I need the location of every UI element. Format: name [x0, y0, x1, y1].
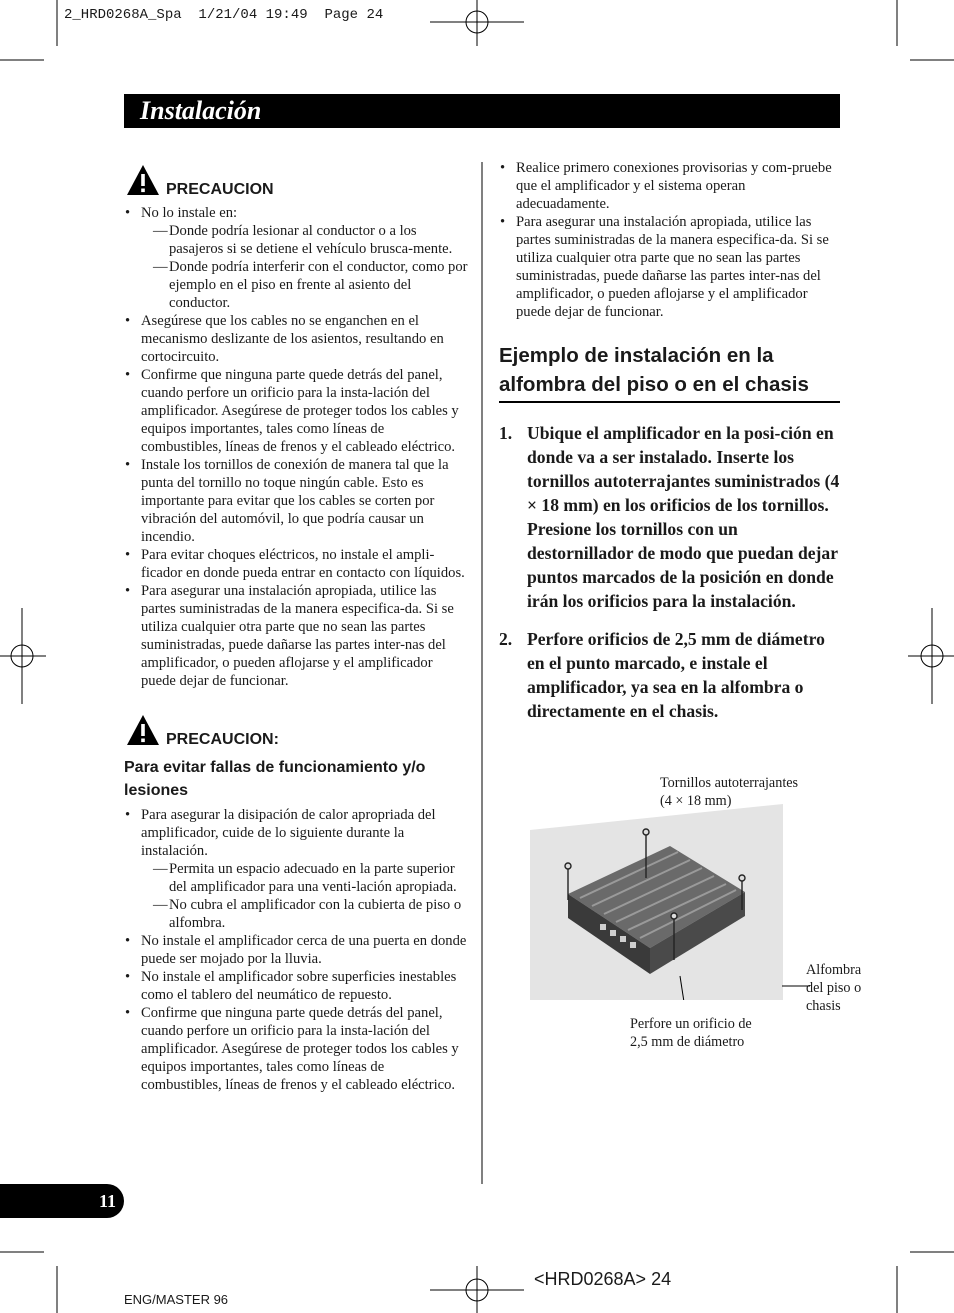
- list-item: • Instale los tornillos de conexión de manera tal que la punta del tornillo no toque ningún cable. Esto es importante para evitar que los cables se corten por vibración del automóvil, lo que podría causar un incendio.: [124, 456, 468, 546]
- caution-list-1: [124, 204, 468, 690]
- right-column: [499, 159, 840, 723]
- step-item: 2. Perfore orificios de 2,5 mm de diámetro en el punto marcado, e instale el amplificador, ya sea en la alfombra o directamente en el chasis.: [499, 629, 825, 721]
- list-item: — No cubra el amplificador con la cubierta de piso o alfombra.: [141, 896, 468, 932]
- list-item: • Confirme que ninguna parte quede detrás del panel, cuando perfore un orificio para la insta-lación del amplificador. Asegúrese de proteger todos los cables y equipos importantes, tales como líneas de combustibles, líneas de frenos y el cableado eléctrico.: [124, 1004, 468, 1094]
- installation-figure: [520, 800, 850, 1000]
- caution-label-2: PRECAUCION:: [166, 731, 279, 748]
- list-item: • Realice primero conexiones provisorias y com-pruebe que el amplificador y el sistema operan adecuadamente.: [499, 159, 840, 213]
- list-item: • No instale el amplificador sobre superficies inestables como el tablero del neumático de repuesto.: [124, 968, 468, 1004]
- left-column: [124, 164, 468, 1094]
- footer-master-code: ENG/MASTER 96: [124, 1292, 229, 1307]
- page-number-badge: [0, 1184, 124, 1218]
- caution-list-2: [124, 806, 468, 1094]
- print-header: 2_HRD0268A_Spa 1/21/04 19:49 Page 24: [64, 7, 384, 23]
- list-item: • Confirme que ninguna parte quede detrás del panel, cuando perfore un orificio para la insta-lación del amplificador. Asegúrese de proteger todos los cables y equipos importantes, tales como líneas de combustibles, líneas de frenos y el cableado eléctrico.: [124, 366, 468, 456]
- page-number: 11: [98, 1191, 116, 1211]
- figure-label-screws: Tornillos autoterrajantes (4 × 18 mm): [660, 775, 799, 809]
- warning-triangle-icon: [126, 714, 160, 746]
- caution-label-1: PRECAUCION: [166, 181, 274, 198]
- figure-label-carpet: Alfombra del piso o chasis: [806, 962, 862, 1014]
- caution-subheading: Para evitar fallas de funcionamiento y/o lesiones: [124, 759, 426, 799]
- warning-triangle-icon: [126, 164, 160, 196]
- right-bullet-list: [499, 159, 840, 321]
- list-item: • No lo instale en: — Donde podría lesionar al conductor o a los pasajeros si se detiene el vehículo brusca-mente. — Donde podría interferir con el conductor, como por ejemplo en el piso en frente al asiento del conductor.: [124, 204, 468, 312]
- section-title: Instalación: [140, 96, 262, 125]
- list-item: — Donde podría lesionar al conductor o a los pasajeros si se detiene el vehículo brusca-mente.: [141, 222, 468, 258]
- list-item: — Donde podría interferir con el conductor, como por ejemplo en el piso en frente al asiento del conductor.: [141, 258, 468, 312]
- list-item: • Para asegurar una instalación apropiada, utilice las partes suministradas de la manera especifica-da. Si se utiliza cualquier otra parte que no sean las partes suministradas, puede dañarse las partes inter-nas del amplificador, o pueden aflojarse y el amplificador puede dejar de funcionar.: [124, 582, 468, 690]
- list-item: — Permita un espacio adecuado en la parte superior del amplificador para una venti-lación apropiada.: [141, 860, 468, 896]
- sub-list: [141, 222, 468, 312]
- installation-example-heading: Ejemplo de instalación en la alfombra del piso o en el chasis: [499, 341, 840, 403]
- caution-heading-2: [124, 714, 468, 750]
- list-item: • No instale el amplificador cerca de una puerta en donde puede ser mojado por la lluvia.: [124, 932, 468, 968]
- installation-steps: [499, 421, 840, 723]
- footer-document-code: <HRD0268A> 24: [534, 1269, 672, 1289]
- list-item: • Para asegurar una instalación apropiada, utilice las partes suministradas de la manera especifica-da. Si se utiliza cualquier otra parte que no sean las partes suministradas, puede dañarse las partes inter-nas del amplificador, o pueden aflojarse y el amplificador puede dejar de funcionar.: [499, 213, 840, 321]
- list-item: • Asegúrese que los cables no se enganchen en el mecanismo deslizante de los asientos, resultando en cortocircuito.: [124, 312, 468, 366]
- step-item: 1. Ubique el amplificador en la posi-ción en donde va a ser instalado. Inserte los tornillos autoterrajantes suministrados (4 × 18 mm) en los orificios de los tornillos. Presione los tornillos con un destornillador de modo que puedan dejar puntos marcados de la posición en donde irán los orificios para la instalación.: [499, 423, 840, 611]
- list-item: • Para evitar choques eléctricos, no instale el ampli-ficador en donde pueda entrar en contacto con líquidos.: [124, 546, 468, 582]
- sub-list: [141, 860, 468, 932]
- figure-label-drill: Perfore un orificio de 2,5 mm de diámetro: [630, 1016, 752, 1050]
- caution-heading-1: [124, 164, 468, 200]
- section-title-bar: [124, 94, 840, 128]
- list-item: • Para asegurar la disipación de calor apropriada del amplificador, cuide de lo siguiente durante la instalación. — Permita un espacio adecuado en la parte superior del amplificador para una venti-lación apropiada. — No cubra el amplificador con la cubierta de piso o alfombra.: [124, 806, 468, 932]
